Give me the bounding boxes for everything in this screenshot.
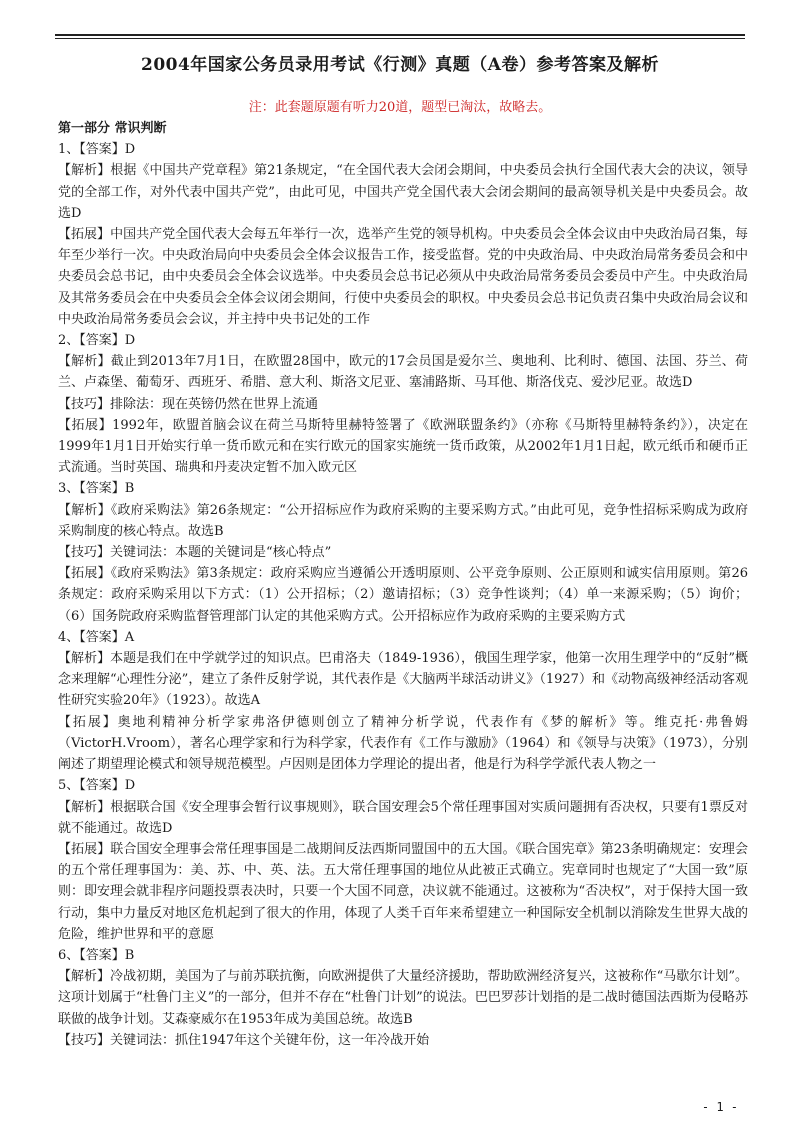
document-body [58,118,748,1051]
analysis-paragraph: 【解析】本题是我们在中学就学过的知识点。巴甫洛夫（1849-1936），俄国生理学家，他第一次用生理学中的“反射”概念来理解“心理性分泌”，建立了条件反射学说，其代表作是《大脑两半球活动讲义》（1927）和《动物高级神经活动客观性研究实验20年》（1923）。故选A [58,651,748,709]
analysis-paragraph: 【解析】截止到2013年7月1日，在欧盟28国中，欧元的17会员国是爱尔兰、奥地利、比利时、德国、法国、芬兰、荷兰、卢森堡、葡萄牙、西班牙、希腊、意大利、斯洛文尼亚、塞浦路斯、马耳他、斯洛伐克、爱沙尼亚。故选D [58,354,748,391]
extension-paragraph: 【拓展】1992年，欧盟首脑会议在荷兰马斯特里赫特签署了《欧洲联盟条约》（亦称《马斯特里赫特条约》），决定在1999年1月1日开始实行单一货币欧元和在实行欧元的国家实施统一货币政策，从2002年1月1日起，欧元纸币和硬币正式流通。当时英国、瑞典和丹麦决定暂不加入欧元区 [58,417,748,476]
document-note: 注：此套题原题有听力20道，题型已淘汰，故略去。 [248,100,552,115]
analysis-paragraph: 【解析】《政府采购法》第26条规定：“公开招标应作为政府采购的主要采购方式。”由此可见，竞争性招标采购成为政府采购制度的核心特点。故选B [58,502,748,539]
answer-line: 2、【答案】D [58,333,136,349]
page-number: - 1 - [701,1100,738,1114]
question-item-5 [58,775,748,945]
answer-line: 6、【答案】B [58,947,135,963]
tip-paragraph: 【技巧】排除法：现在英镑仍然在世界上流通 [58,396,319,412]
header-rule-thin [55,38,745,39]
answer-line: 1、【答案】D [58,142,136,158]
analysis-paragraph: 【解析】根据《中国共产党章程》第21条规定，“在全国代表大会闭会期间，中央委员会执行全国代表大会的决议，领导党的全部工作，对外代表中国共产党”，由此可见，中国共产党全国代表大会闭会期间的最高领导机关是中央委员会。故选D [58,163,748,221]
answer-line: 5、【答案】D [58,778,136,794]
question-item-2 [58,330,748,478]
extension-paragraph: 【拓展】联合国安全理事会常任理事国是二战期间反法西斯同盟国中的五大国。《联合国宪章》第23条明确规定：安理会的五个常任理事国为：美、苏、中、英、法。五大常任理事国的地位从此被正式确立。宪章同时也规定了“大国一致”原则：即安理会就非程序问题投票表决时，只要一个大国不同意，决议就不能通过。这被称为“否决权”，对于保持大国一致行动，集中力量反对地区危机起到了很大的作用，体现了人类千百年来希望建立一种国际安全机制以消除发生世界大战的危险，维护世界和平的意愿 [58,841,748,942]
analysis-paragraph: 【解析】冷战初期，美国为了与前苏联抗衡，向欧洲提供了大量经济援助，帮助欧洲经济复兴，这被称作“马歇尔计划”。这项计划属于“杜鲁门主义”的一部分，但并不存在“杜鲁门计划”的说法。巴巴罗莎计划指的是二战时德国法西斯为侵略苏联做的战争计划。艾森豪威尔在1953年成为美国总统。故选B [58,969,748,1027]
question-item-4 [58,627,748,775]
extension-paragraph: 【拓展】奥地利精神分析学家弗洛伊德则创立了精神分析学说，代表作有《梦的解析》等。维克托·弗鲁姆（VictorH.Vroom），著名心理学家和行为科学家，代表作有《工作与激励》（1964）和《领导与决策》（1973），分别阐述了期望理论模式和领导规范模型。卢因则是团体力学理论的提出者，他是行为科学学派代表人物之一 [58,714,748,773]
extension-paragraph: 【拓展】《政府采购法》第3条规定：政府采购应当遵循公开透明原则、公平竞争原则、公正原则和诚实信用原则。第26条规定：政府采购采用以下方式：（1）公开招标；（2）邀请招标；（3）竞争性谈判；（4）单一来源采购；（5）询价；（6）国务院政府采购监督管理部门认定的其他采购方式。公开招标应作为政府采购的主要采购方式 [58,566,748,624]
document-title: 2004年国家公务员录用考试《行测》真题（A卷）参考答案及解析 [140,55,659,75]
analysis-paragraph: 【解析】根据联合国《安全理事会暂行议事规则》，联合国安理会5个常任理事国对实质问题拥有否决权，只要有1票反对就不能通过。故选D [58,799,748,836]
answer-line: 4、【答案】A [58,629,135,645]
tip-paragraph: 【技巧】关键词法：本题的关键词是“核心特点” [58,545,332,561]
question-item-6 [58,945,748,1051]
question-item-3 [58,478,748,626]
tip-paragraph: 【技巧】关键词法：抓住1947年这个关键年份，这一年冷战开始 [58,1032,430,1048]
extension-paragraph: 【拓展】中国共产党全国代表大会每五年举行一次，选举产生党的领导机构。中央委员会全体会议由中央政治局召集，每年至少举行一次。中央政治局向中央委员会全体会议报告工作，接受监督。党的中央政治局、中央政治局常务委员会和中央委员会总书记，由中央委员会全体会议选举。中央委员会总书记必须从中央政治局常务委员会委员中产生。中央政治局及其常务委员会在中央委员会全体会议闭会期间，行使中央委员会的职权。中央委员会总书记负责召集中央政治局会议和中央政治局常务委员会会议，并主持中央书记处的工作 [58,227,748,327]
answer-line: 3、【答案】B [58,481,135,497]
section-title: 第一部分 常识判断 [58,121,167,136]
question-item-1 [58,139,748,330]
header-rule [55,34,745,36]
